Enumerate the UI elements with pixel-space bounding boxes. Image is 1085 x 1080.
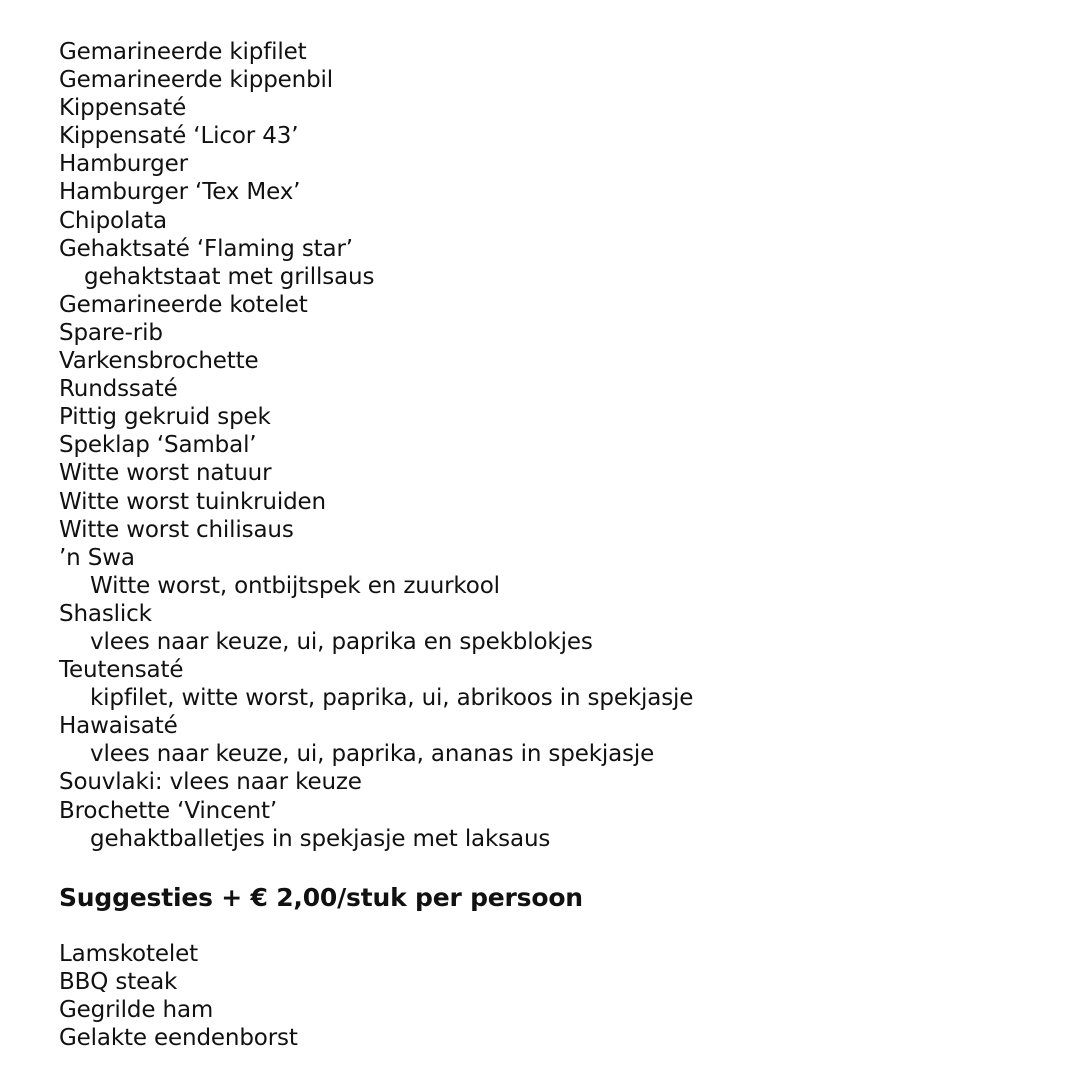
suggestion-item: BBQ steak [59,968,178,995]
suggestion-item: Gelakte eendenborst [59,1025,298,1051]
menu-item: Varkensbrochette [59,348,259,375]
suggestion-item: Gegrilde ham [59,996,214,1023]
menu-item: Hamburger [59,151,188,178]
menu-item: Rundssaté [59,376,178,403]
menu-item-description: vlees naar keuze, ui, paprika en spekblokjes [90,628,593,655]
menu-item-description: Witte worst, ontbijtspek en zuurkool [90,572,500,599]
menu-item: Shaslick [59,600,152,627]
menu-item: Kippensaté ‘Licor 43’ [59,123,299,150]
menu-item: Gemarineerde kippenbil [59,67,334,94]
menu-item: Gemarineerde kotelet [59,291,308,318]
menu-item: Witte worst natuur [59,460,272,487]
menu-item-description: vlees naar keuze, ui, paprika, ananas in spekjasje [90,741,655,768]
menu-document [59,38,1039,1052]
menu-item-description: gehaktballetjes in spekjasje met laksaus [90,825,551,852]
menu-item: Souvlaki: vlees naar keuze [59,769,362,796]
menu-item: Hamburger ‘Tex Mex’ [59,179,301,206]
menu-item: Pittig gekruid spek [59,404,271,431]
menu-item: Hawaisaté [59,713,178,740]
menu-item: Witte worst tuinkruiden [59,488,326,515]
menu-item: Teutensaté [59,657,184,684]
menu-item-description: gehaktstaat met grillsaus [84,263,375,290]
menu-item: Spare-rib [59,319,163,346]
menu-item: Gehaktsaté ‘Flaming star’ [59,235,353,262]
suggestions-list [59,940,1039,1052]
menu-item: Chipolata [59,207,167,234]
menu-item: Brochette ‘Vincent’ [59,797,278,824]
menu-item: Gemarineerde kipfilet [59,39,307,65]
menu-item: ’n Swa [59,544,135,571]
suggestion-item: Lamskotelet [59,940,198,967]
menu-list [59,38,1039,853]
menu-item: Kippensaté [59,95,187,122]
menu-item: Speklap ‘Sambal’ [59,432,257,459]
menu-item-description: kipfilet, witte worst, paprika, ui, abrikoos in spekjasje [90,685,694,712]
suggestions-heading: Suggesties + € 2,00/stuk per persoon [59,882,583,912]
menu-item: Witte worst chilisaus [59,516,294,543]
